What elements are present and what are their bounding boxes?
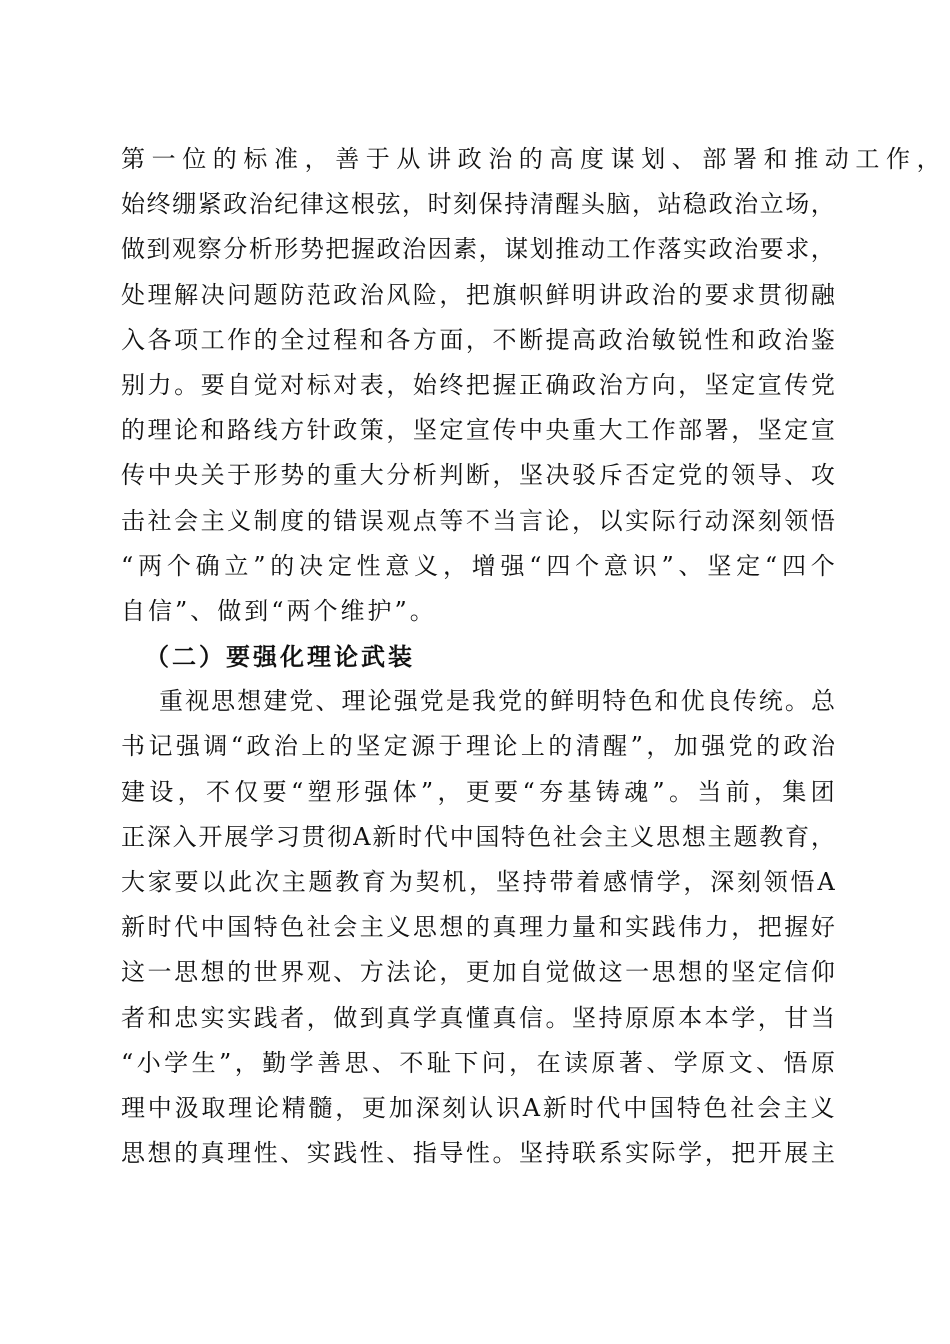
paragraph-1-line-7: 的 理 论 和 路 线 方 针 政 策 ， 坚 定 宣 传 中 央 重 大 工 作 部 署 ， 坚 定 宣 bbox=[121, 416, 835, 445]
paragraph-2-line-5: 大 家 要 以 此 次 主 题 教 育 为 契 机 ， 坚 持 带 着 感 情 学 ， 深 刻 领 悟 A bbox=[121, 868, 835, 896]
paragraph-2-line-2: 书 记 强 调 “ 政 治 上 的 坚 定 源 于 理 论 上 的 清 醒 ” ， 加 强 党 的 政 治 bbox=[121, 732, 835, 761]
paragraph-2-line-4: 正 深 入 开 展 学 习 贯 彻 A 新 时 代 中 国 特 色 社 会 主 义 思 想 主 题 教 育 ， bbox=[121, 822, 835, 851]
section-heading: （二）要强化理论武装 bbox=[145, 642, 415, 672]
paragraph-2-line-1: 重 视 思 想 建 党 、 理 论 强 党 是 我 党 的 鲜 明 特 色 和 优 良 传 统 。 总 bbox=[159, 687, 835, 716]
paragraph-2-line-11: 思 想 的 真 理 性 、 实 践 性 、 指 导 性 。 坚 持 联 系 实 际 学 ， 把 开 展 主 bbox=[121, 1139, 835, 1168]
paragraph-2-line-8: 者 和 忠 实 实 践 者 ， 做 到 真 学 真 懂 真 信 。 坚 持 原 原 本 本 学 ， 甘 当 bbox=[121, 1003, 835, 1032]
paragraph-1-line-2: 始 终 绷 紧 政 治 纪 律 这 根 弦 ， 时 刻 保 持 清 醒 头 脑 ， 站 稳 政 治 立 场 ， bbox=[121, 190, 835, 219]
paragraph-1-line-11: 自信”、做到“两个维护”。 bbox=[121, 596, 437, 625]
paragraph-2-line-10: 理 中 汲 取 理 论 精 髓 ， 更 加 深 刻 认 识 A 新 时 代 中 国 特 色 社 会 主 义 bbox=[121, 1093, 835, 1122]
paragraph-1-line-4: 处 理 解 决 问 题 防 范 政 治 风 险 ， 把 旗 帜 鲜 明 讲 政 治 的 要 求 贯 彻 融 bbox=[121, 280, 835, 309]
paragraph-1-line-6: 别 力 。 要 自 觉 对 标 对 表 ， 始 终 把 握 正 确 政 治 方 向 ， 坚 定 宣 传 党 bbox=[121, 370, 835, 399]
paragraph-1-line-5: 入 各 项 工 作 的 全 过 程 和 各 方 面 ， 不 断 提 高 政 治 敏 锐 性 和 政 治 鉴 bbox=[121, 325, 835, 354]
paragraph-1-line-1: 第一位的标准，善于从讲政治的高度谋划、部署和推动工作， bbox=[121, 145, 948, 173]
paragraph-2-line-7: 这 一 思 想 的 世 界 观 、 方 法 论 ， 更 加 自 觉 做 这 一 思 想 的 坚 定 信 仰 bbox=[121, 958, 835, 987]
paragraph-2-line-3: 建 设 ， 不 仅 要 “ 塑 形 强 体 ” ， 更 要 “ 夯 基 铸 魂 ” 。 当 前 ， 集 团 bbox=[121, 777, 835, 806]
paragraph-1-line-10: “ 两 个 确 立 ” 的 决 定 性 意 义 ， 增 强 “ 四 个 意 识 ” 、 坚 定 “ 四 个 bbox=[121, 551, 835, 580]
paragraph-2-line-6: 新 时 代 中 国 特 色 社 会 主 义 思 想 的 真 理 力 量 和 实 践 伟 力 ， 把 握 好 bbox=[121, 913, 835, 942]
paragraph-1-line-3: 做 到 观 察 分 析 形 势 把 握 政 治 因 素 ， 谋 划 推 动 工 作 落 实 政 治 要 求 ， bbox=[121, 235, 835, 264]
paragraph-1-line-8: 传 中 央 关 于 形 势 的 重 大 分 析 判 断 ， 坚 决 驳 斥 否 定 党 的 领 导 、 攻 bbox=[121, 461, 835, 490]
paragraph-1-line-9: 击 社 会 主 义 制 度 的 错 误 观 点 等 不 当 言 论 ， 以 实 际 行 动 深 刻 领 悟 bbox=[121, 506, 835, 535]
paragraph-2-line-9: “ 小 学 生 ” ， 勤 学 善 思 、 不 耻 下 问 ， 在 读 原 著 、 学 原 文 、 悟 原 bbox=[121, 1048, 835, 1077]
document-body bbox=[121, 137, 948, 1176]
